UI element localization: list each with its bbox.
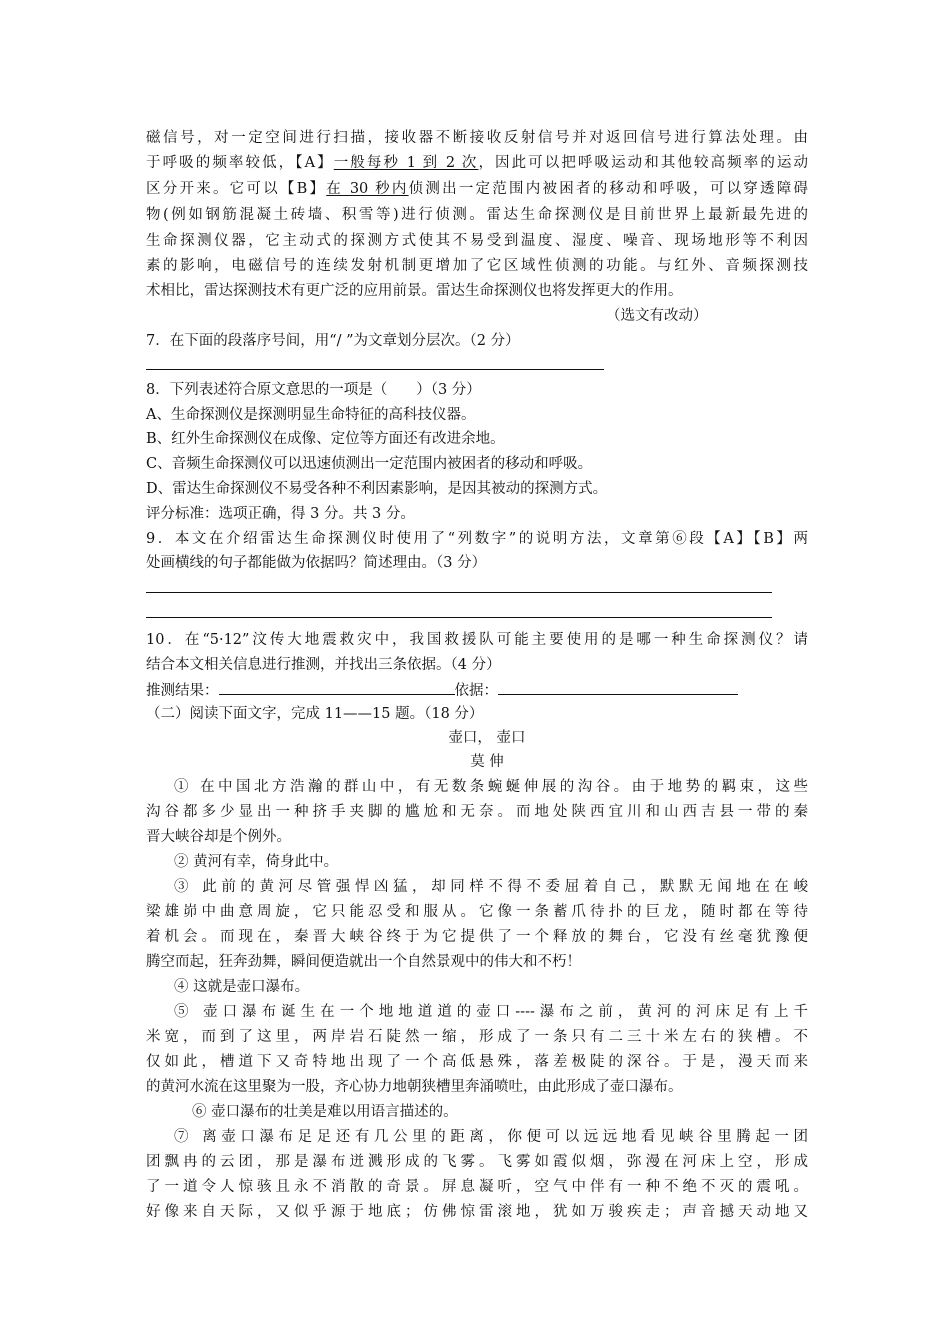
paragraph-5-line-1: ⑤ 壶口瀑布诞生在一个地地道道的壶口----瀑布之前，黄河的河床足有上千: [174, 1004, 808, 1020]
answer-line-q7[interactable]: [146, 369, 604, 370]
paragraph-6: ⑥ 壶口瀑布的壮美是难以用语言描述的。: [192, 1104, 458, 1120]
paragraph-5-line-3: 仅如此，槽道下又奇特地出现了一个高低悬殊，落差极陡的深谷。于是，漫天而来: [146, 1054, 808, 1070]
paragraph-7-line-2: 团飘冉的云团，那是瀑布迸溅形成的飞雾。飞雾如霞似烟，弥漫在河床上空，形成: [146, 1154, 808, 1170]
question-10-line-2: 结合本文相关信息进行推测，并找出三条依据。（4 分）: [146, 657, 501, 673]
paragraph-4: ④ 这就是壶口瀑布。: [174, 979, 310, 995]
paragraph-2: ② 黄河有幸，倚身此中。: [174, 854, 339, 870]
section-2-heading: （二）阅读下面文字，完成 11——15 题。（18 分）: [146, 706, 484, 722]
option-c[interactable]: C、音频生命探测仪可以迅速侦测出一定范围内被困者的移动和呼吸。: [146, 456, 593, 472]
paragraph-7-line-4: 好像来自天际，又似乎源于地底；仿佛惊雷滚地，犹如万骏疾走；声音撼天动地又: [146, 1204, 808, 1220]
paragraph-3-line-1: ③ 此前的黄河尽管强悍凶猛，却同样不得不委屈着自己，默默无闻地在在峻: [174, 879, 808, 895]
passage1-line-5: 生命探测仪器，它主动式的探测方式使其不易受到温度、湿度、噪音、现场地形等不利因: [146, 233, 808, 249]
paragraph-7-line-3: 了一道令人惊骇且永不消散的奇景。屏息凝听，空气中伴有一种不绝不灭的震吼。: [146, 1179, 808, 1195]
paragraph-3-line-2: 梁雄峁中曲意周旋，它只能忍受和服从。它像一条蓄爪待扑的巨龙，随时都在等待: [146, 904, 808, 920]
paragraph-7-line-1: ⑦ 离壶口瀑布足足还有几公里的距离，你便可以远远地看见峡谷里腾起一团: [174, 1129, 808, 1145]
option-a[interactable]: A、生命探测仪是探测明显生命特征的高科技仪器。: [146, 407, 476, 423]
passage1-line-1: 磁信号，对一定空间进行扫描，接收器不断接收反射信号并对返回信号进行算法处理。由: [146, 130, 808, 146]
paragraph-3-line-3: 着机会。而现在，秦晋大峡谷终于为它提供了一个释放的舞台，它没有丝毫犹豫便: [146, 929, 808, 945]
paragraph-5-line-2: 米宽，而到了这里，两岸岩石陡然一缩，形成了一条只有二三十米左右的狭槽。不: [146, 1029, 808, 1045]
passage1-line-3-start: 区分开来。它可以【B】: [146, 181, 327, 197]
underlined-sentence-b: 在 30 秒内: [326, 181, 409, 197]
question-10-line-1: 10．在“5·12”汶传大地震救灾中，我国救援队可能主要使用的是哪一种生命探测仪？请: [146, 632, 808, 648]
passage1-line-3: [146, 179, 808, 199]
answer-line-q9-1[interactable]: [146, 592, 772, 593]
paragraph-3-line-4: 腾空而起，狂奔劲舞，瞬间便造就出一个自然景观中的伟大和不朽！: [146, 954, 581, 970]
passage1-line-6: 素的影响，电磁信号的连续发射机制更增加了它区域性侦测的功能。与红外、音频探测技: [146, 258, 808, 274]
result-blank[interactable]: [219, 680, 455, 695]
passage1-line-7: 术相比，雷达探测技术有更广泛的应用前景。雷达生命探测仪也将发挥更大的作用。: [146, 283, 683, 299]
result-label: 推测结果：: [146, 683, 219, 699]
paragraph-1-line-2: 沟谷都多少显出一种挤手夹脚的尴尬和无奈。而地处陕西宜川和山西吉县一带的秦: [146, 804, 808, 820]
basis-label: 依据：: [454, 683, 498, 699]
scoring-note: 评分标准：选项正确，得 3 分。共 3 分。: [146, 506, 415, 522]
paragraph-1-line-1: ① 在中国北方浩瀚的群山中，有无数条蜿蜒伸展的沟谷。由于地势的羁束，这些: [174, 779, 808, 795]
question-8-stem: 8．下列表述符合原文意思的一项是（ ）（3 分）: [146, 382, 481, 398]
basis-blank[interactable]: [498, 680, 738, 695]
question-9-line-1: 9．本文在介绍雷达生命探测仪时使用了“列数字”的说明方法，文章第⑥段【A】【B】两: [146, 531, 808, 547]
source-note: （选文有改动）: [606, 308, 708, 324]
question-10-answer-row: [146, 680, 738, 701]
answer-line-q9-2[interactable]: [146, 617, 772, 618]
passage1-line-3-end: 侦测出一定范围内被困者的移动和呼吸，可以穿透障碍: [408, 181, 809, 197]
option-b[interactable]: B、红外生命探测仪在成像、定位等方面还有改进余地。: [146, 431, 505, 447]
paragraph-1-line-3: 晋大峡谷却是个例外。: [146, 829, 291, 845]
article-author: 莫 伸: [470, 754, 504, 770]
passage1-line-2: [146, 153, 808, 173]
passage1-line-4: 物(例如钢筋混凝土砖墙、积雪等)进行侦测。雷达生命探测仪是目前世界上最新最先进的: [146, 207, 808, 223]
passage1-line-2-start: 于呼吸的频率较低，【A】: [146, 155, 334, 171]
passage1-line-2-end: ，因此可以把呼吸运动和其他较高频率的运动: [478, 155, 808, 171]
paragraph-5-line-4: 的黄河水流在这里聚为一股，齐心协力地朝狭槽里奔涌喷吐，由此形成了壶口瀑布。: [146, 1079, 683, 1095]
question-7: 7．在下面的段落序号间，用“/ ”为文章划分层次。（2 分）: [146, 333, 520, 349]
question-9-line-2: 处画横线的句子都能做为依据吗？简述理由。（3 分）: [146, 555, 487, 571]
underlined-sentence-a: 一般每秒 1 到 2 次: [333, 155, 479, 171]
article-title: 壶口， 壶口: [448, 730, 526, 746]
option-d[interactable]: D、雷达生命探测仪不易受各种不利因素影响，是因其被动的探测方式。: [146, 481, 608, 497]
